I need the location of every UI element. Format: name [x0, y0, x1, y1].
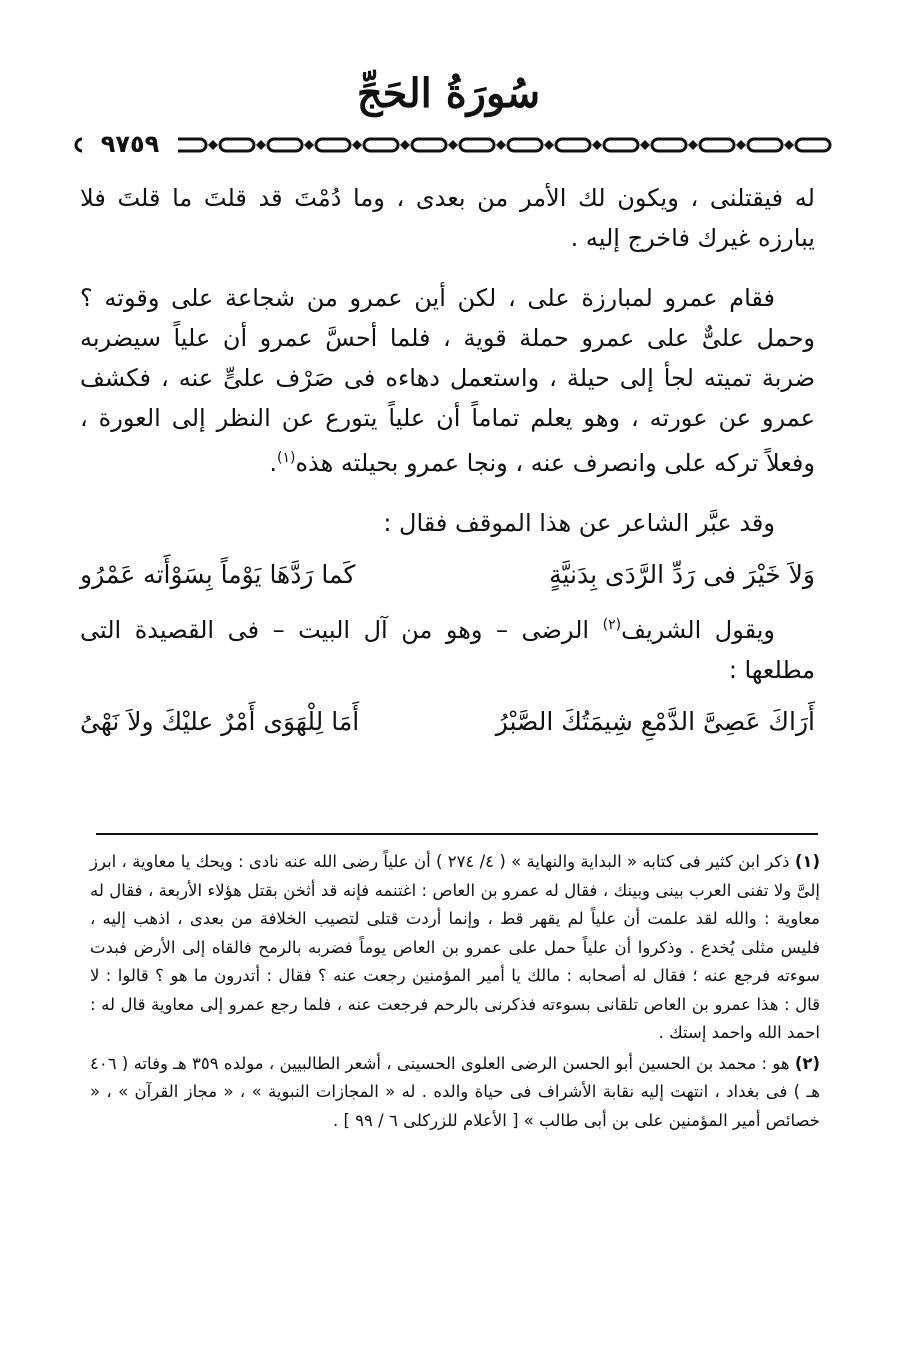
paragraph-4-end: الرضى – وهو من آل البيت – فى القصيدة التى مطلعها :: [80, 616, 815, 684]
paragraph-2-text: فقام عمرو لمبارزة على ، لكن أين عمرو من شجاعة على وقوته ؟ وحمل علىٌّ على عمرو حملة قوية ، فلما أحسَّ عمرو أن علياً سيضربه ضربة تميته لجأ إلى حيلة ، واستعمل دهاءه فى صَرْف علىٍّ عنه ، فكشف عمرو عن عورته ، وهو يعلم تماماً أن علياً يتورع عن النظر إلى العورة ، وفعلاً تركه على وانصرف عنه ، ونجا عمرو بحيلته هذه: [80, 284, 815, 477]
footnote-1-mark: (١): [794, 852, 820, 871]
surah-title: سُورَةُ الحَجِّ: [356, 70, 541, 117]
verse-1-second-hemistich: كَما رَدَّهَا يَوْماً بِسَوْأَته عَمْرُو: [80, 560, 356, 589]
paragraph-1: له فيقتلنى ، ويكون لك الأمر من بعدى ، وما دُمْتَ قد قلتَ ما قلتَ فلا يبارزه غيرك فاخرج إليه .: [80, 184, 815, 252]
footnote-1-text: ذكر ابن كثير فى كتابه « البداية والنهاية » ( ٤/ ٢٧٤ ) أن علياً رضى الله عنه نادى : ويحك يا معاوية ، ابرز إلىَّ ولا تفنى العرب بينى وبينك ، فقال له عمرو بن العاص : اغتنمه فإنه قد أثخن بقتل هؤلاء الأربعة ، فقال له معاوية : والله لقد علمت أن علياً لم يقهر قط ، وإنما أردت قتلى لتصيب الخلافة من بعدى ، اذهب إليه ، فليس مثلى يُخدع . وذكروا أن علياً حمل على عمرو بن العاص يوماً فضربه بالرمح فالقاه إلى الأرض فبدت سوءته فرجع عنه ؛ فقال له أصحابه : مالك يا أمير المؤمنين رجعت عنه ؟ فقال : أتدرون ما هو ؟ قالوا : لا قال : هذا عمرو بن العاص تلقانى بسوءته فذكرنى بالرحم فرجعت عنه ، فلما رجع عمرو إلى معاوية قال له : احمد الله واحمد إستك .: [90, 852, 820, 1042]
verse-1-first-hemistich: وَلاَ خَيْرَ فى رَدِّ الرَّدَى بِدَنيَّةٍ: [549, 560, 815, 589]
footnote-2-text: هو : محمد بن الحسين أبو الحسن الرضى العلوى الحسينى ، أشعر الطالبيين ، مولده ٣٥٩ هـ وفاته ( ٤٠٦ هـ ) فى بغداد ، انتهت إليه نقابة الأشراف فى حياة والده . له « المجازات النبوية » ، « مجاز القرآن » ، « خصائص أمير المؤمنين على بن أبى طالب » [ الأعلام للزركلى ٦ / ٩٩ ] .: [90, 1053, 820, 1130]
ornament-chain-icon: [72, 132, 832, 158]
main-text: [80, 178, 815, 752]
page-number: ٩٧٥٩: [82, 131, 178, 157]
footnote-2-mark: (٢): [794, 1053, 820, 1073]
footnote-2: [90, 1050, 820, 1136]
header-ornament-border: [72, 132, 832, 158]
footnote-divider: [96, 833, 818, 835]
footnote-ref-1: (١): [276, 450, 296, 466]
verse-1: [80, 555, 815, 595]
verse-2-second-hemistich: أَمَا لِلْهَوَى أَمْرٌ عليْكَ ولاَ نَهْىُ: [80, 707, 360, 736]
footnote-ref-2: (٢): [602, 617, 622, 633]
footnote-1: [90, 848, 820, 1048]
paragraph-3: وقد عبَّر الشاعر عن هذا الموقف فقال :: [383, 509, 775, 537]
footnotes-section: [90, 848, 820, 1137]
paragraph-4: [80, 605, 815, 690]
verse-2-first-hemistich: أَرَاكَ عَصِىَّ الدَّمْعِ شِيمَتُكَ الصَّبْرُ: [495, 707, 815, 736]
paragraph-4-start: ويقول الشريف: [621, 616, 775, 644]
verse-2: [80, 702, 815, 742]
paragraph-2: فقام عمرو لمبارزة على ، لكن أين عمرو من شجاعة على وقوته ؟ وحمل علىٌّ على عمرو حملة قوية ، فلما أحسَّ عمرو أن علياً سيضربه ضربة تميته لجأ إلى حيلة ، واستعمل دهاءه فى صَرْف علىٍّ عنه ، فكشف عمرو عن عورته ، وهو يعلم تماماً أن علياً يتورع عن النظر إلى العورة ، وفعلاً تركه على وانصرف عنه ، ونجا عمرو بحيلته هذه$^{(١)}$.: [80, 284, 815, 477]
